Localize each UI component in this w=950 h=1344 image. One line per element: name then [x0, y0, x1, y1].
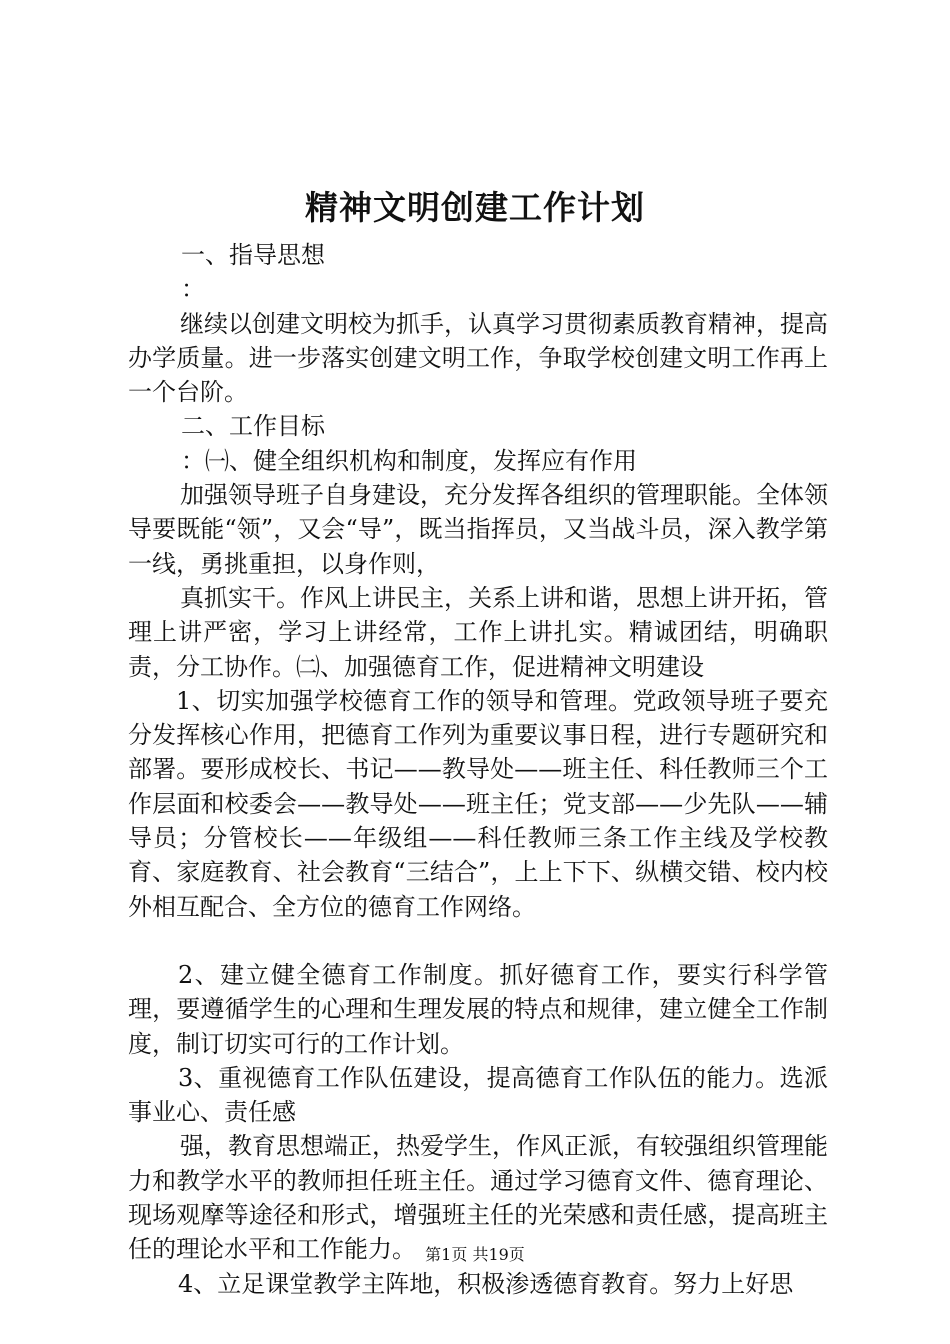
- section-heading-work-goals: 二、工作目标: [181, 412, 325, 441]
- paragraph-item-3-continued: 强，教育思想端正，热爱学生，作风正派，有较强组织管理能力和教学水平的教师担任班主任。通过学习德育文件、德育理论、现场观摩等途径和形式，增强班主任的光荣感和责任感，提高班主任的理论水平和工作能力。: [128, 1132, 828, 1264]
- paragraph-intro: 继续以创建文明校为抓手，认真学习贯彻素质教育精神，提高办学质量。进一步落实创建文明工作，争取学校创建文明工作再上一个台阶。: [128, 309, 828, 407]
- section-heading-guiding-ideology: 一、指导思想: [181, 241, 325, 269]
- paragraph-work-style: 真抓实干。作风上讲民主，关系上讲和谐，思想上讲开拓，管理上讲严密，学习上讲经常，工作上讲扎实。精诚团结，明确职责，分工协作。㈡、加强德育工作，促进精神文明建设: [128, 583, 828, 681]
- paragraph-spacer: [128, 924, 828, 958]
- paragraph-item-1: 1、切实加强学校德育工作的领导和管理。党政领导班子要充分发挥核心作用，把德育工作列为重要议事日程，进行专题研究和部署。要形成校长、书记——教导处——班主任、科任教师三个工作层面和校委会——教导处——班主任；党支部——少先队——辅导员；分管校长——年级组——科任教师三条工作主线及学校教育、家庭教育、社会教育“三结合”，上上下下、纵横交错、校内校外相互配合、全方位的德育工作网络。: [128, 686, 828, 921]
- paragraph-leadership: 加强领导班子自身建设，充分发挥各组织的管理职能。全体领导要既能“领”，又会“导”，既当指挥员，又当战斗员，深入教学第一线，勇挑重担，以身作则，: [128, 481, 828, 578]
- paragraph-item-3: 3、重视德育工作队伍建设，提高德育工作队伍的能力。选派事业心、责任感: [128, 1063, 828, 1127]
- colon-line: ：: [181, 275, 205, 304]
- document-title: 精神文明创建工作计划: [305, 188, 645, 227]
- page-number-footer: 第1页 共19页: [425, 1245, 525, 1264]
- document-body: [128, 238, 828, 1301]
- paragraph-item-2: 2、建立健全德育工作制度。抓好德育工作，要实行科学管理，要遵循学生的心理和生理发展的特点和规律，建立健全工作制度，制订切实可行的工作计划。: [128, 960, 828, 1058]
- paragraph-item-4: 4、立足课堂教学主阵地，积极渗透德育教育。努力上好思: [178, 1269, 794, 1298]
- subheading-organization: ：㈠、健全组织机构和制度，发挥应有作用: [181, 446, 637, 475]
